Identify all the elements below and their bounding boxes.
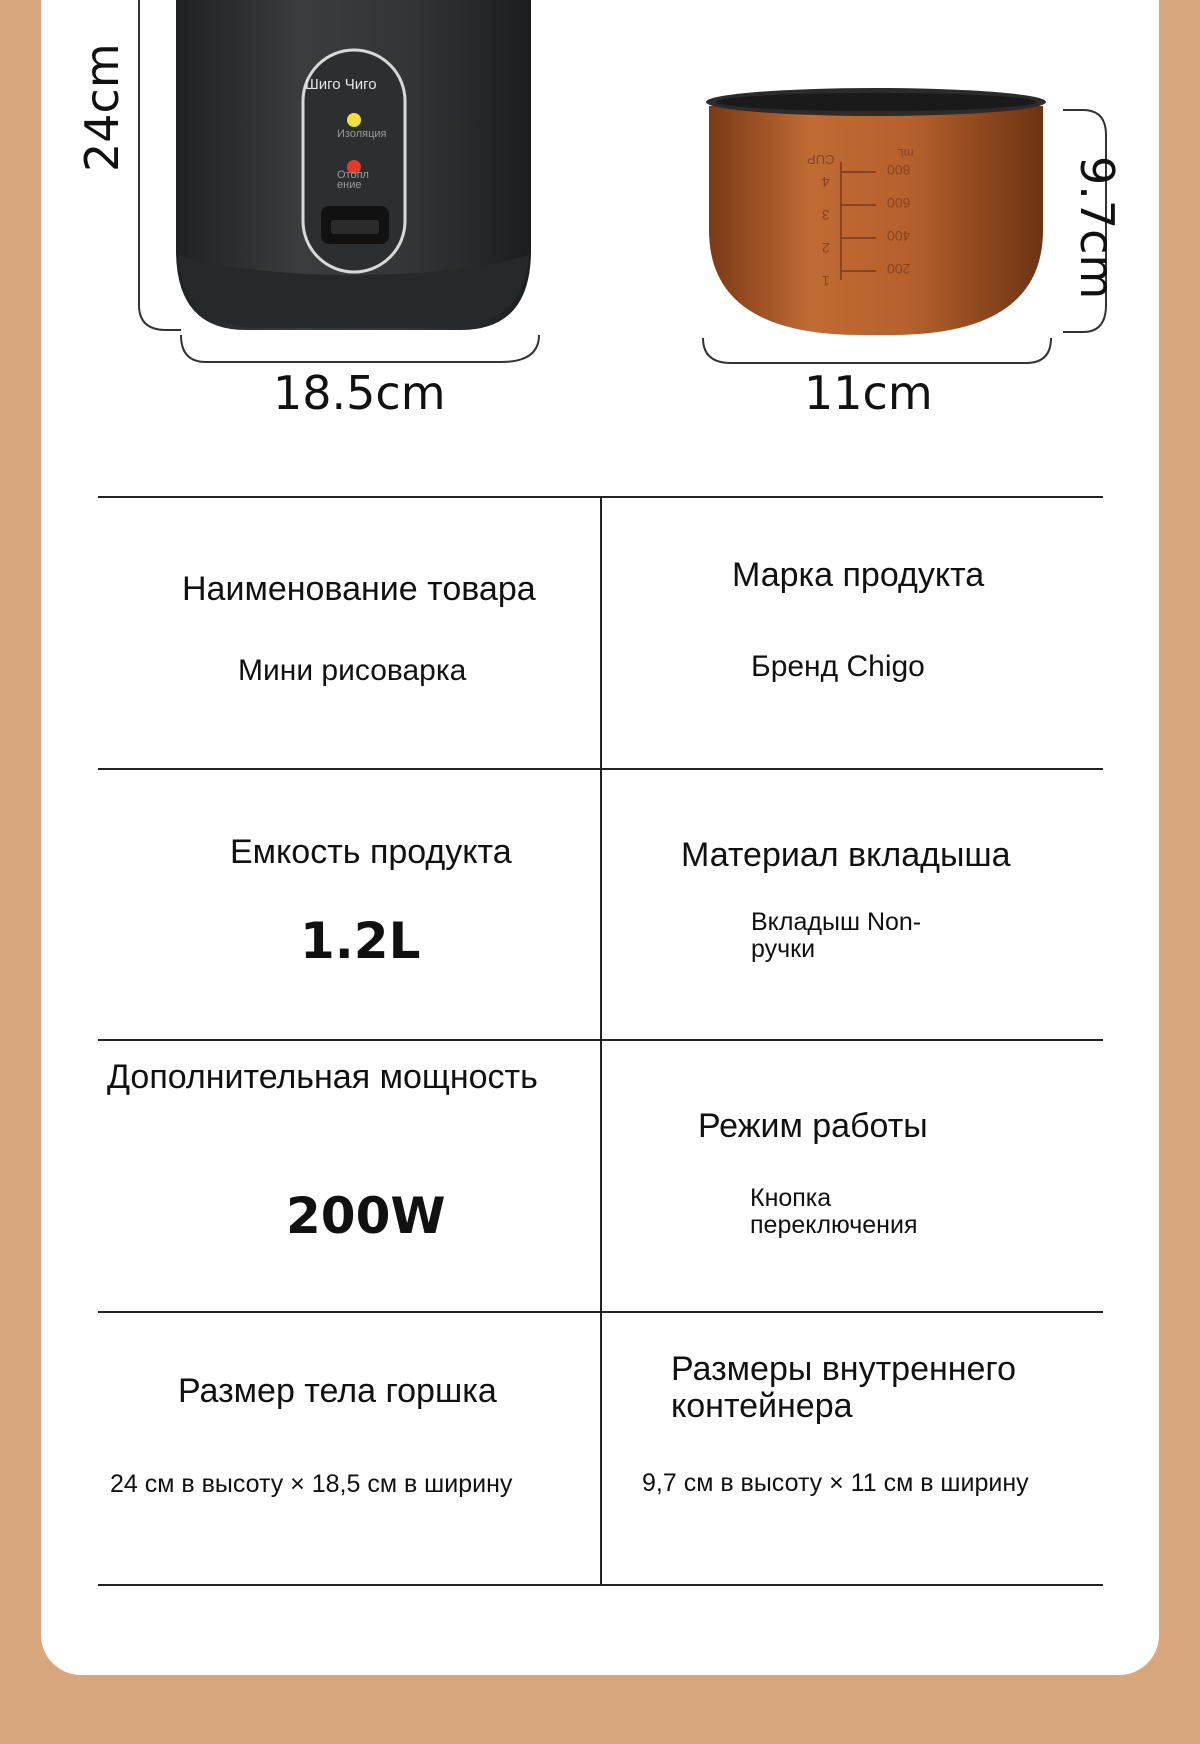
spec-value-product-name: Мини рисоварка	[238, 654, 467, 687]
pot-ml-label: mL	[897, 146, 914, 160]
spec-value-liner-material-line1: Вкладыш Non-	[751, 908, 922, 936]
pot-scale-cup-2: 2	[822, 240, 830, 256]
spec-label-inner-container-size-line2: контейнера	[671, 1387, 853, 1425]
spec-value-power: 200W	[286, 1187, 446, 1245]
pot-scale-ml-400: 400	[887, 228, 911, 244]
spec-label-inner-container-size-line1: Размеры внутреннего	[671, 1350, 1016, 1388]
cooker-height-label: 24cm	[75, 43, 129, 172]
spec-label-brand: Марка продукта	[732, 556, 985, 594]
pot-scale-cup-4: 4	[822, 174, 830, 190]
spec-label-liner-material: Материал вкладыша	[681, 836, 1011, 874]
spec-value-body-size: 24 см в высоту × 18,5 см в ширину	[110, 1470, 513, 1498]
spec-value-brand: Бренд Chigo	[751, 650, 925, 683]
pot-cup-label: CUP	[807, 152, 835, 167]
cooker-brand-label: Шиго Чиго	[305, 76, 377, 93]
table-column-divider	[600, 496, 602, 1586]
pot-width-label: 11cm	[804, 366, 933, 420]
indicator-label-insulation: Изоляция	[337, 128, 387, 140]
spec-label-power: Дополнительная мощность	[107, 1058, 538, 1096]
indicator-label-heating: Отопление	[337, 169, 369, 191]
pot-scale-ml-800: 800	[887, 162, 911, 178]
spec-label-operation-mode: Режим работы	[698, 1107, 928, 1145]
spec-value-liner-material-line2: ручки	[751, 935, 816, 963]
pot-scale-ml-200: 200	[887, 261, 911, 277]
pot-scale-cup-1: 1	[822, 273, 830, 289]
pot-scale-ml-600: 600	[887, 195, 911, 211]
spec-value-capacity: 1.2L	[300, 912, 421, 970]
spec-label-body-size: Размер тела горшка	[178, 1372, 497, 1410]
spec-label-capacity: Емкость продукта	[230, 833, 512, 871]
spec-value-inner-container-size: 9,7 см в высоту × 11 см в ширину	[642, 1469, 1029, 1497]
spec-card	[41, 0, 1159, 1675]
spec-value-operation-mode-line2: переключения	[750, 1211, 918, 1239]
pot-height-label: 9.7cm	[1070, 156, 1124, 300]
cooker-width-label: 18.5cm	[273, 366, 446, 420]
pot-scale-cup-3: 3	[822, 207, 830, 223]
spec-label-product-name: Наименование товара	[182, 570, 536, 608]
spec-value-operation-mode-line1: Кнопка	[750, 1184, 832, 1212]
